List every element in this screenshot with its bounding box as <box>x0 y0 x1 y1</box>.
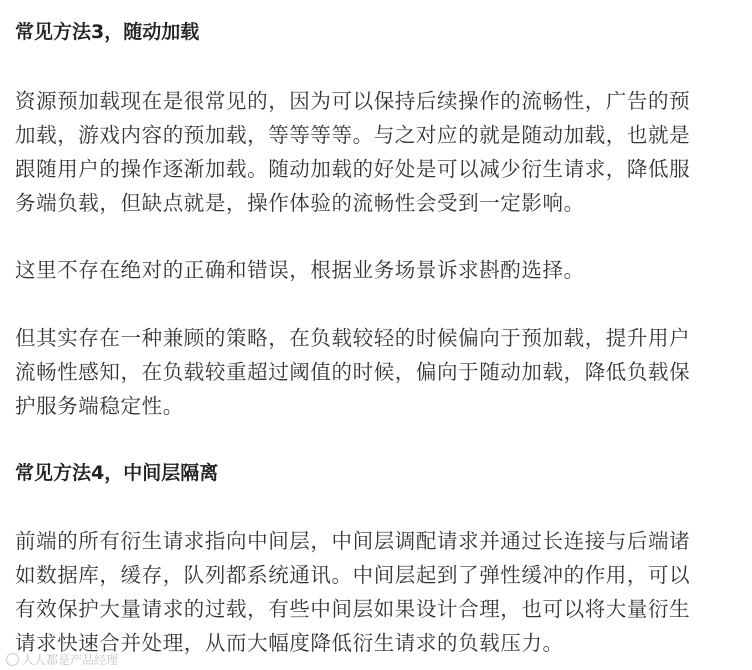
text-line: 请求快速合并处理，从而大幅度降低衍生请求的负载压力。 <box>15 631 564 655</box>
paragraph-middle-layer <box>15 524 739 660</box>
text-line: 前端的所有衍生请求指向中间层，中间层调配请求并通过长连接与后端诸 <box>15 529 691 553</box>
watermark-logo-icon <box>6 653 19 666</box>
text-line: 有效保护大量请求的过载，有些中间层如果设计合理，也可以将大量衍生 <box>15 597 691 621</box>
text-line: 加载，游戏内容的预加载，等等等等。与之对应的就是随动加载，也就是 <box>15 123 691 147</box>
text-line: 护服务端稳定性。 <box>15 394 184 418</box>
section-heading-method-3: 常见方法3，随动加载 <box>15 21 200 43</box>
text-line: 资源预加载现在是很常见的，因为可以保持后续操作的流畅性，广告的预 <box>15 89 691 113</box>
section-heading-method-4: 常见方法4，中间层隔离 <box>15 462 219 484</box>
text-line: 跟随用户的操作逐渐加载。随动加载的好处是可以减少衍生请求，降低服 <box>15 157 691 181</box>
text-line: 但其实存在一种兼顾的策略，在负载较轻的时候偏向于预加载，提升用户 <box>15 326 691 350</box>
paragraph-preload-vs-lazyload <box>15 84 739 220</box>
watermark-text: 人人都是产品经理 <box>22 652 119 667</box>
text-line: 务端负载，但缺点就是，操作体验的流畅性会受到一定影响。 <box>15 191 585 215</box>
watermark <box>6 650 118 668</box>
text-line: 如数据库，缓存，队列都系统通讯。中间层起到了弹性缓冲的作用，可以 <box>15 563 691 587</box>
text-line: 这里不存在绝对的正确和错误，根据业务场景诉求斟酌选择。 <box>15 258 585 282</box>
paragraph-hybrid-strategy <box>15 321 739 423</box>
paragraph-no-absolute-right <box>15 253 739 287</box>
text-line: 流畅性感知，在负载较重超过阈值的时候，偏向于随动加载，降低负载保 <box>15 360 691 384</box>
